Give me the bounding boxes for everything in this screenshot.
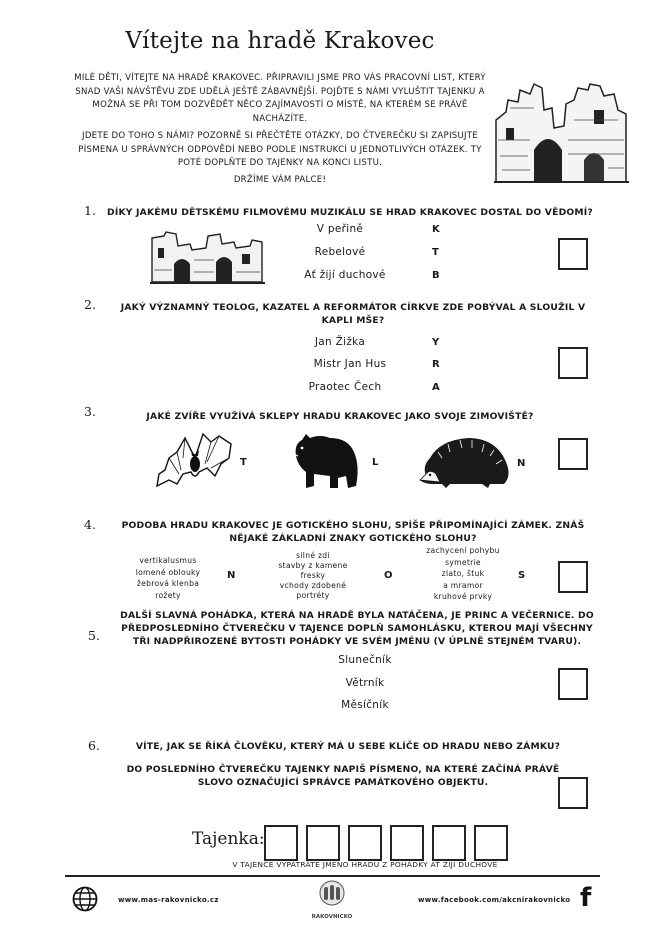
tajenka-box-4[interactable] (390, 825, 424, 861)
q4-answer-box[interactable] (558, 561, 588, 593)
bear-icon (290, 428, 362, 492)
q3-option-3-letter: N (517, 458, 526, 469)
intro-paragraph-2: JDETE DO TOHO S NÁMI? POZORNĚ SI PŘEČTĚTE OTÁZKY, DO ČTVEREČKU SI ZAPISUJTE PÍSMENA U SPRÁVNÝCH ODPOVĚDÍ NEBO PODLE INSTRUKCÍ U JEDNOTLIVÝCH OTÁZEK. TY POTÉ DOPLŇTE DO TAJENKY NA KONCI LISTU. (78, 131, 482, 169)
q4-option-3-line-5: kruhové prvky (433, 592, 493, 601)
q4-option-3 (408, 545, 518, 603)
q4-option-2 (258, 551, 368, 601)
q2-option-1-label: Jan Žižka (314, 336, 366, 348)
q1-option-3-label: Ať žijí duchové (304, 269, 386, 281)
q4-option-2-letter: O (384, 570, 393, 581)
question-3-text: JAKÉ ZVÍŘE VYUŽÍVÁ SKLEPY HRADU KRAKOVEC JAKO SVOJE ZIMOVIŠTĚ? (146, 411, 534, 422)
q2-option-3-label: Praotec Čech (308, 381, 382, 393)
q3-answer-box[interactable] (558, 438, 588, 470)
intro-paragraph-1: MILÉ DĚTI, VÍTEJTE NA HRADĚ KRAKOVEC. PŘIPRAVILI JSME PRO VÁS PRACOVNÍ LIST, KTERÝ SNAD VAŠI NÁVŠTĚVU ZDE UDĚLÁ JEŠTĚ ZÁBAVNĚJŠÍ. POJĎTE S NÁMI VYLUŠTIT TAJENKU A MOŽNÁ SE PŘI TOM DOZVĚDĚT NĚCO ZAJÍMAVOSTÍ O MÍSTĚ, NA KTERÉM SE PRÁVĚ NACHÁZÍTE. (74, 73, 486, 124)
q1-option-2-letter: T (432, 247, 439, 258)
question-6-text: VÍTE, JAK SE ŘÍKÁ ČLOVĚKU, KTERÝ MÁ U SEBE KLÍČE OD HRADU NEBO ZÁMKU? (135, 741, 561, 752)
castle-ruin-icon (494, 80, 629, 185)
q2-option-3-letter: A (432, 382, 440, 393)
q5-option-3-label: Měsíčník (341, 699, 389, 711)
page-title: Vítejte na hradě Krakovec (125, 28, 435, 54)
q1-option-2-label: Rebelové (314, 246, 366, 258)
q6-answer-box[interactable] (558, 777, 588, 809)
q1-option-1-letter: K (432, 224, 440, 235)
q4-option-3-line-2: symetrie (445, 557, 481, 567)
tajenka-label: Tajenka: (192, 829, 265, 849)
q2-option-1-letter: Y (432, 337, 440, 348)
facebook-icon[interactable]: f (580, 883, 592, 913)
q1-option-1-label: V peřině (316, 223, 364, 235)
tajenka-box-6[interactable] (474, 825, 508, 861)
q3-option-1-letter: T (240, 457, 247, 468)
globe-icon (72, 886, 98, 912)
q4-option-1-line-3: žebrová klenba (136, 579, 200, 588)
rakovnicko-logo-icon (313, 880, 351, 914)
intro-paragraph-3: DRŽÍME VÁM PALCE! (233, 175, 327, 185)
q4-option-2-line-5: portréty (296, 591, 330, 600)
q1-answer-box[interactable] (558, 238, 588, 270)
question-2-text: JAKÝ VÝZNAMNÝ TEOLOG, KAZATEL A REFORMÁTOR CÍRKVE ZDE POBÝVAL A SLOUŽIL V KAPLI MŠE? (120, 302, 586, 326)
q2-answer-box[interactable] (558, 347, 588, 379)
castle-ruin-small-icon (150, 230, 265, 285)
question-6-instruction: DO POSLEDNÍHO ČTVEREČKU TAJENKY NAPIŠ PÍSMENO, NA KTERÉ ZAČÍNÁ PRÁVĚ SLOVO OZNAČUJÍCÍ SPRÁVCE PAMÁTKOVÉHO OBJEKTU. (126, 764, 560, 788)
footer-facebook-link[interactable]: www.facebook.com/akcnirakovnicko (418, 896, 571, 904)
question-6-number: 6. (88, 738, 100, 753)
q4-option-3-letter: S (518, 570, 526, 581)
bat-icon (155, 428, 235, 496)
q4-option-2-line-3: fresky (300, 571, 326, 580)
q4-option-3-line-3: zlato, štuk (441, 569, 485, 578)
question-5-number: 5. (88, 628, 100, 643)
tajenka-box-5[interactable] (432, 825, 466, 861)
q4-option-2-line-2: stavby z kamene (278, 561, 348, 570)
q4-option-1-line-4: rožety (155, 590, 181, 600)
q4-option-1-line-1: vertikalusmus (139, 556, 197, 565)
tajenka-note: V TAJENCE VYPÁTRÁTE JMÉNO HRADU Z POHÁDKY AŤ ŽIJÍ DUCHOVÉ (232, 860, 498, 869)
q5-option-2-label: Větrník (345, 677, 385, 689)
q3-option-2-letter: L (372, 457, 379, 468)
q2-option-2-letter: R (432, 359, 440, 370)
q4-option-1-letter: N (227, 570, 236, 581)
q5-option-1-label: Slunečník (338, 654, 392, 666)
logo-text: RAKOVNICKO (311, 914, 353, 920)
q4-option-2-line-1: silné zdi (296, 551, 330, 560)
q1-option-3-letter: B (432, 270, 440, 281)
question-2-number: 2. (84, 297, 96, 312)
footer-divider (65, 875, 600, 877)
tajenka-box-2[interactable] (306, 825, 340, 861)
question-1-text: DÍKY JAKÉMU DĚTSKÉMU FILMOVÉMU MUZIKÁLU SE HRAD KRAKOVEC DOSTAL DO VĚDOMÍ? (107, 207, 593, 218)
tajenka-box-3[interactable] (348, 825, 382, 861)
q4-option-3-line-1: zachycení pohybu (426, 546, 500, 555)
q2-option-2-label: Mistr Jan Hus (313, 358, 387, 370)
question-5-text: DALŠÍ SLAVNÁ POHÁDKA, KTERÁ NA HRADĚ BYLA NATÁČENA, JE PRINC A VEČERNICE. DO PŘEDPOSLEDNÍHO ČTVEREČKU V TAJENCE DOPLŇ SAMOHLÁSKU, KTEROU MAJÍ VŠECHNY TŘI NADPŘIROZENÉ BYTOSTI POHÁDKY VE SVÉM JMÉNU (V ÚPLNĚ STEJNÉM TVARU). (120, 610, 594, 647)
question-4-number: 4. (84, 517, 96, 532)
question-1-number: 1. (84, 203, 96, 218)
q4-option-2-line-4: vchody zdobené (279, 581, 347, 590)
footer-website-link[interactable]: www.mas-rakovnicko.cz (118, 896, 219, 904)
q4-option-1 (118, 555, 218, 601)
tajenka-box-1[interactable] (264, 825, 298, 861)
question-4-text: PODOBA HRADU KRAKOVEC JE GOTICKÉHO SLOHU, SPÍŠE PŘIPOMÍNAJÍCÍ ZÁMEK. ZNÁŠ NĚJAKÉ ZÁKLADNÍ ZNAKY GOTICKÉHO SLOHU? (121, 520, 585, 544)
question-3-number: 3. (84, 404, 96, 419)
hedgehog-icon (418, 432, 513, 492)
q4-option-3-line-4: a mramor (443, 580, 483, 590)
q5-answer-box[interactable] (558, 668, 588, 700)
q4-option-1-line-2: lomené oblouky (135, 567, 201, 577)
